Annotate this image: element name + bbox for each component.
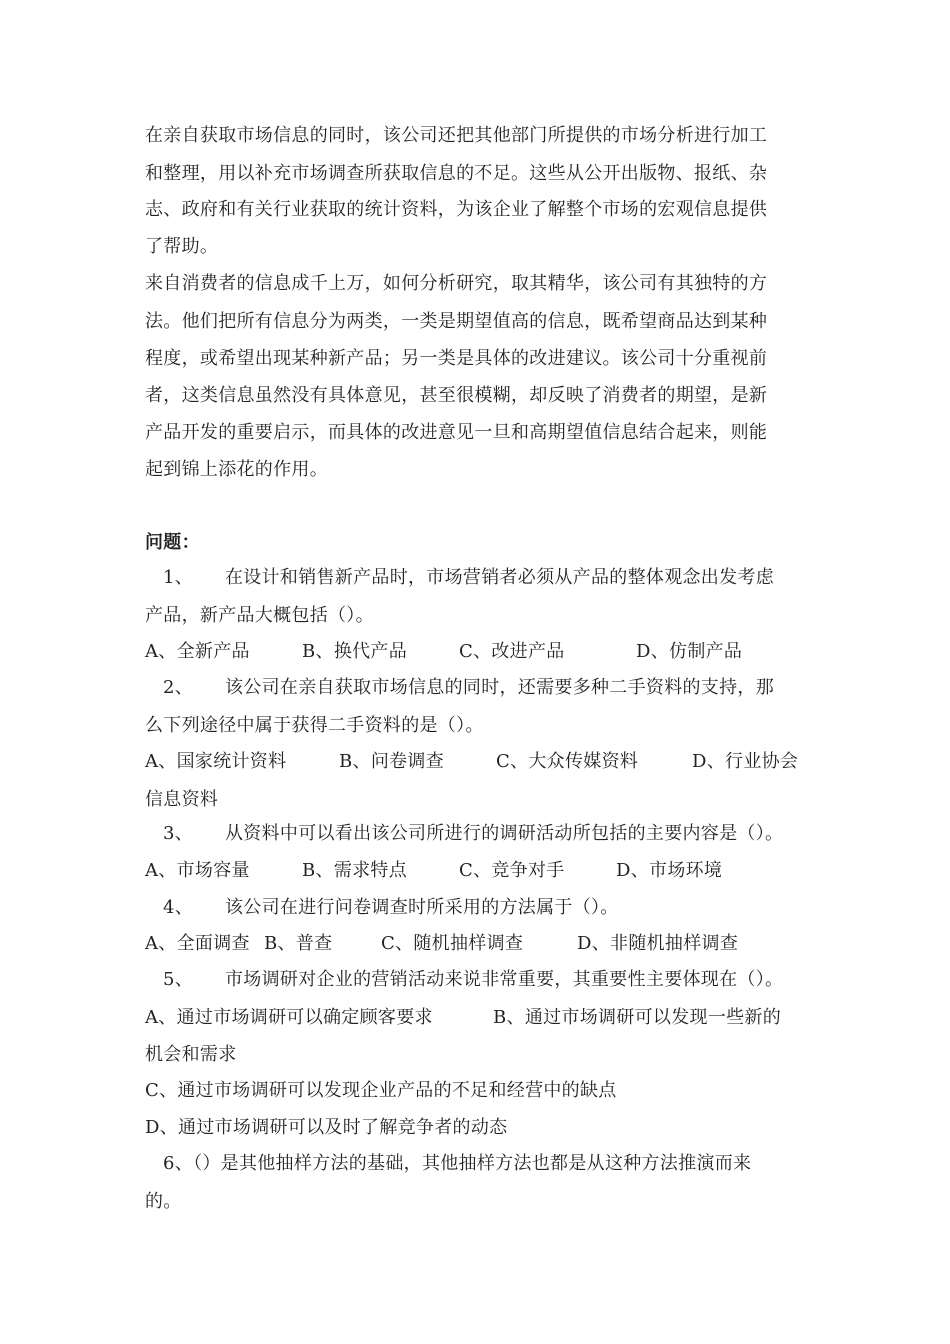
question-text: 3、 从资料中可以看出该公司所进行的调研活动所包括的主要内容是（）。 <box>163 823 784 844</box>
option-b: B、换代产品 <box>302 641 408 662</box>
option-b: B、普查 <box>264 933 333 954</box>
text-line: 法。他们把所有信息分为两类，一类是期望值高的信息，既希望商品达到某种 <box>145 311 768 332</box>
answer-options <box>145 859 722 883</box>
option-c: C、通过市场调研可以发现企业产品的不足和经营中的缺点 <box>145 1080 617 1101</box>
question-text: 2、 该公司在亲自获取市场信息的同时，还需要多种二手资料的支持，那 <box>163 677 774 698</box>
question-number: 4、 <box>163 897 194 918</box>
text-line: 产品开发的重要启示，而具体的改进意见一旦和高期望值信息结合起来，则能 <box>145 422 768 443</box>
option-b: B、通过市场调研可以发现一些新的 <box>493 1007 782 1028</box>
question-text: 1、 在设计和销售新产品时，市场营销者必须从产品的整体观念出发考虑 <box>163 567 774 588</box>
question-number: 5、 <box>163 969 194 990</box>
text-line: 起到锦上添花的作用。 <box>145 459 328 480</box>
option-a: A、通过市场调研可以确定顾客要求 <box>145 1007 433 1028</box>
question-text-cont: 的。 <box>145 1191 182 1212</box>
text-line: 者，这类信息虽然没有具体意见，甚至很模糊，却反映了消费者的期望，是新 <box>145 385 768 406</box>
option-b: B、需求特点 <box>302 860 408 881</box>
answer-options <box>145 932 738 956</box>
option-c: C、改进产品 <box>459 641 565 662</box>
option-b-cont: 机会和需求 <box>145 1044 237 1065</box>
text-line: 在亲自获取市场信息的同时，该公司还把其他部门所提供的市场分析进行加工 <box>145 125 768 146</box>
option-b: B、问卷调查 <box>339 751 445 772</box>
option-d: D、通过市场调研可以及时了解竞争者的动态 <box>145 1117 508 1138</box>
text-line: 程度，或希望出现某种新产品；另一类是具体的改进建议。该公司十分重视前 <box>145 348 768 369</box>
option-c: C、大众传媒资料 <box>496 751 639 772</box>
text-line: 志、政府和有关行业获取的统计资料，为该企业了解整个市场的宏观信息提供 <box>145 199 768 220</box>
option-d: D、仿制产品 <box>636 641 743 662</box>
question-number: 2、 <box>163 677 194 698</box>
answer-options <box>145 750 798 774</box>
question-text-cont: 产品，新产品大概包括（）。 <box>145 605 374 626</box>
answer-options <box>145 640 742 664</box>
question-text: 4、 该公司在进行问卷调查时所采用的方法属于（）。 <box>163 897 619 918</box>
answer-options <box>145 1006 781 1030</box>
option-a: A、国家统计资料 <box>145 751 287 772</box>
option-d: D、市场环境 <box>616 860 723 881</box>
option-d: D、行业协会 <box>692 751 799 772</box>
option-a: A、全面调查 <box>145 933 250 954</box>
option-d: D、非随机抽样调查 <box>577 933 739 954</box>
text-line: 和整理，用以补充市场调查所获取信息的不足。这些从公开出版物、报纸、杂 <box>145 163 768 184</box>
question-text-cont: 么下列途径中属于获得二手资料的是（）。 <box>145 715 484 736</box>
option-c: C、随机抽样调查 <box>381 933 524 954</box>
option-d-cont: 信息资料 <box>145 789 219 810</box>
option-c: C、竞争对手 <box>459 860 565 881</box>
question-number: 6、 <box>163 1153 194 1174</box>
option-a: A、市场容量 <box>145 860 250 881</box>
questions-heading: 问题： <box>145 532 200 553</box>
option-a: A、全新产品 <box>145 641 250 662</box>
question-text: 6、（）是其他抽样方法的基础，其他抽样方法也都是从这种方法推演而来 <box>163 1153 752 1174</box>
question-number: 3、 <box>163 823 194 844</box>
text-line: 了帮助。 <box>145 236 219 257</box>
question-text: 5、 市场调研对企业的营销活动来说非常重要，其重要性主要体现在（）。 <box>163 969 784 990</box>
question-number: 1、 <box>163 567 194 588</box>
text-line: 来自消费者的信息成千上万，如何分析研究，取其精华，该公司有其独特的方 <box>145 273 768 294</box>
